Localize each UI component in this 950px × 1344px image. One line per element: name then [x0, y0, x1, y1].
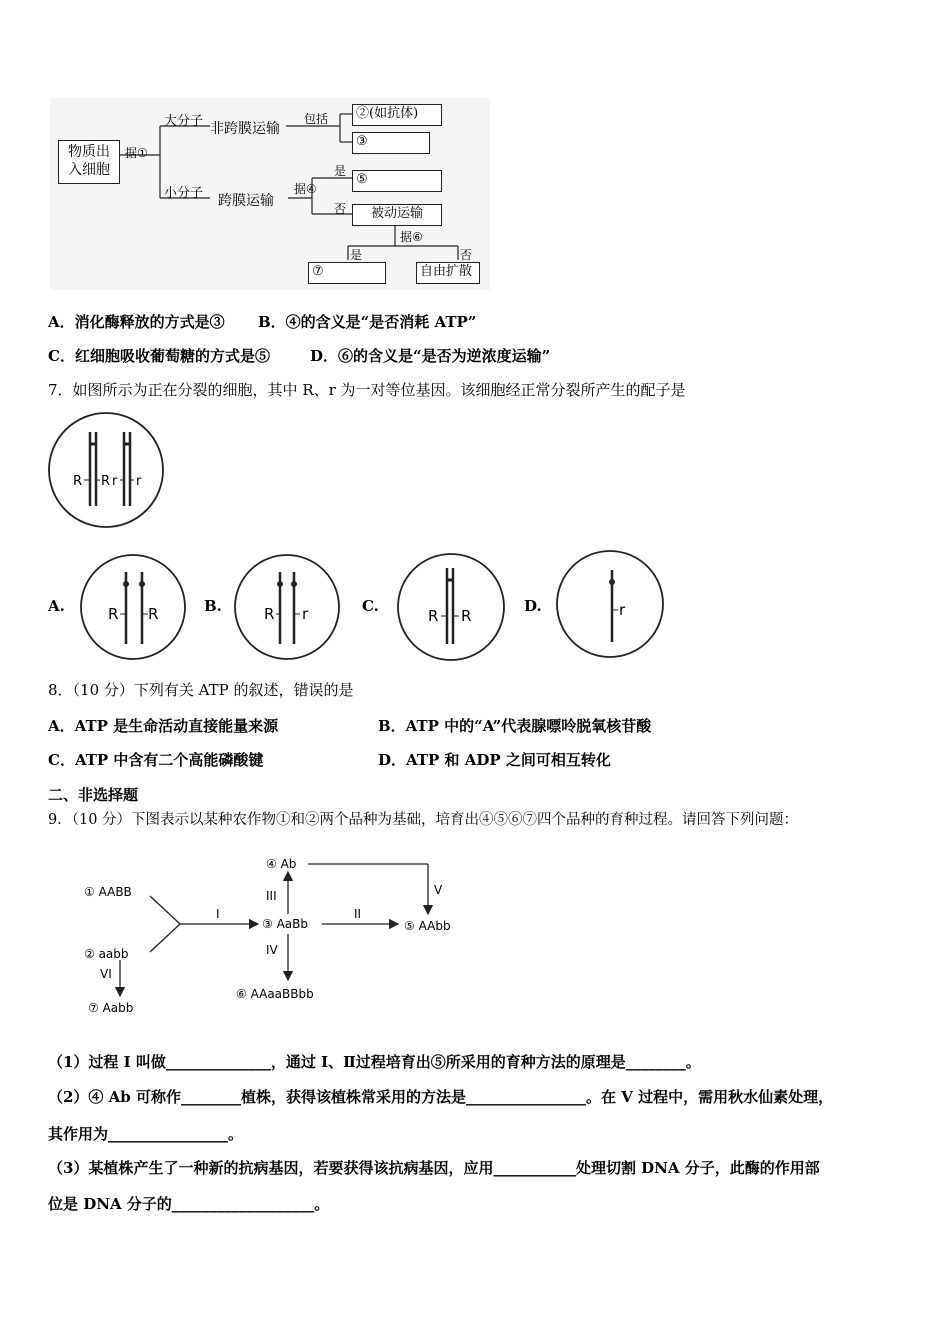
q7-c-gene-1: R: [428, 607, 439, 625]
q9-sub2-line1: （2）④ Ab 可称作________植株，获得该植株常采用的方法是________________。在 V 过程中，需用秋水仙素处理，: [48, 1088, 834, 1106]
q6-by4: 据④: [294, 182, 317, 196]
q9-sub2-line2: 其作用为________________。: [48, 1125, 244, 1143]
q9-sub3-line1: （3）某植株产生了一种新的抗病基因，若要获得该抗病基因，应用___________处理切割 DNA 分子，此酶的作用部: [48, 1159, 820, 1177]
q9-breeding-diagram: [70, 848, 490, 1018]
q6-item7-box: [308, 262, 386, 284]
q6-yes1: 是: [334, 164, 347, 178]
q7-option-b-label: B.: [204, 597, 222, 615]
q7-main-label-1: R: [73, 474, 83, 489]
q9-process-2: II: [354, 907, 362, 921]
q9-node-7: ⑦ Aabb: [88, 1001, 134, 1015]
q6-passive-box: [352, 204, 442, 226]
q9-process-3: III: [266, 889, 277, 903]
q7-option-d-label: D.: [524, 597, 542, 615]
q6-diagram: [50, 98, 490, 290]
q7-option-d-cell: [554, 548, 666, 660]
q6-option-d: D．⑥的含义是“是否为逆浓度运输”: [310, 347, 551, 365]
q6-option-b: B．④的含义是“是否消耗 ATP”: [258, 313, 477, 331]
q9-node-6: ⑥ AAaaBBbb: [236, 987, 314, 1001]
q8-option-b: B．ATP 中的“A”代表腺嘌呤脱氧核苷酸: [378, 717, 652, 735]
q9-node-3: ③ AaBb: [262, 917, 308, 931]
q7-stem: 7．如图所示为正在分裂的细胞，其中 R、r 为一对等位基因。该细胞经正常分裂所产生的配子是: [48, 381, 686, 399]
q6-root-line1: 物质出: [68, 144, 110, 160]
q9-process-5: V: [434, 883, 443, 897]
q6-no1: 否: [334, 202, 347, 216]
q6-item3-box: [352, 132, 430, 154]
q9-node-1: ① AABB: [84, 885, 132, 899]
q9-process-4: IV: [266, 943, 278, 957]
q8-option-d: D．ATP 和 ADP 之间可相互转化: [378, 751, 611, 769]
q7-option-a-label: A.: [48, 597, 65, 615]
q6-by1: 据①: [125, 146, 148, 160]
q6-item2-box: [352, 104, 442, 126]
q6-passive: 被动运输: [370, 206, 423, 221]
q9-process-6: VI: [100, 967, 112, 981]
q7-b-gene-2: r: [302, 605, 309, 623]
q9-stem: 9．（10 分）下图表示以某种农作物①和②两个品种为基础，培育出④⑤⑥⑦四个品种的育种过程。请回答下列问题：: [48, 812, 799, 828]
q6-yes2: 是: [350, 248, 363, 262]
q6-no2: 否: [460, 248, 473, 262]
q6-root-line2: 入细胞: [68, 162, 110, 178]
q7-b-gene-1: R: [264, 605, 275, 623]
q7-option-c-cell: [394, 550, 508, 662]
q7-d-gene-1: r: [619, 601, 626, 619]
q6-free-diffusion: 自由扩散: [420, 264, 473, 279]
q7-a-gene-1: R: [108, 605, 119, 623]
q6-micro: 小分子: [164, 186, 204, 201]
q6-free-diffusion-box: [416, 262, 480, 284]
q7-main-label-4: r: [136, 474, 142, 489]
q8-stem: 8．（10 分）下列有关 ATP 的叙述，错误的是: [48, 681, 354, 699]
q7-option-b-cell: [232, 552, 342, 662]
q9-node-5: ⑤ AAbb: [404, 919, 451, 933]
q7-main-label-3: r: [112, 474, 118, 489]
q6-item5: ⑤: [356, 172, 368, 187]
q6-by6: 据⑥: [400, 230, 423, 244]
q6-includes: 包括: [304, 112, 329, 126]
q6-item3: ③: [356, 134, 368, 149]
q7-c-gene-2: R: [461, 607, 472, 625]
q6-non-transmembrane: 非跨膜运输: [210, 121, 280, 137]
q8-option-c: C．ATP 中含有二个高能磷酸键: [48, 751, 264, 769]
q6-macro: 大分子: [164, 114, 204, 129]
q7-main-cell: [44, 410, 170, 530]
q6-item7: ⑦: [312, 264, 324, 279]
q7-main-label-2: R: [101, 474, 111, 489]
q6-item2: ②(如抗体): [356, 106, 419, 121]
q6-option-a: A．消化酶释放的方式是③: [48, 313, 225, 331]
q7-option-c-label: C.: [362, 597, 379, 615]
q9-node-4: ④ Ab: [266, 857, 297, 871]
q7-option-a-cell: [78, 552, 188, 662]
q6-option-c: C．红细胞吸收葡萄糖的方式是⑤: [48, 347, 270, 365]
q6-root-box: [58, 140, 120, 184]
q7-a-gene-2: R: [148, 605, 159, 623]
q6-transmembrane: 跨膜运输: [218, 193, 274, 209]
q6-item5-box: [352, 170, 442, 192]
q8-option-a: A．ATP 是生命活动直接能量来源: [48, 717, 279, 735]
section-heading: 二、非选择题: [48, 786, 139, 804]
q9-node-2: ② aabb: [84, 947, 129, 961]
q9-process-1: I: [216, 907, 220, 921]
q9-sub3-line2: 位是 DNA 分子的___________________。: [48, 1195, 330, 1213]
q9-sub1: （1）过程 I 叫做______________，通过 I、Ⅱ过程培育出⑤所采用的育种方法的原理是________。: [48, 1053, 701, 1071]
